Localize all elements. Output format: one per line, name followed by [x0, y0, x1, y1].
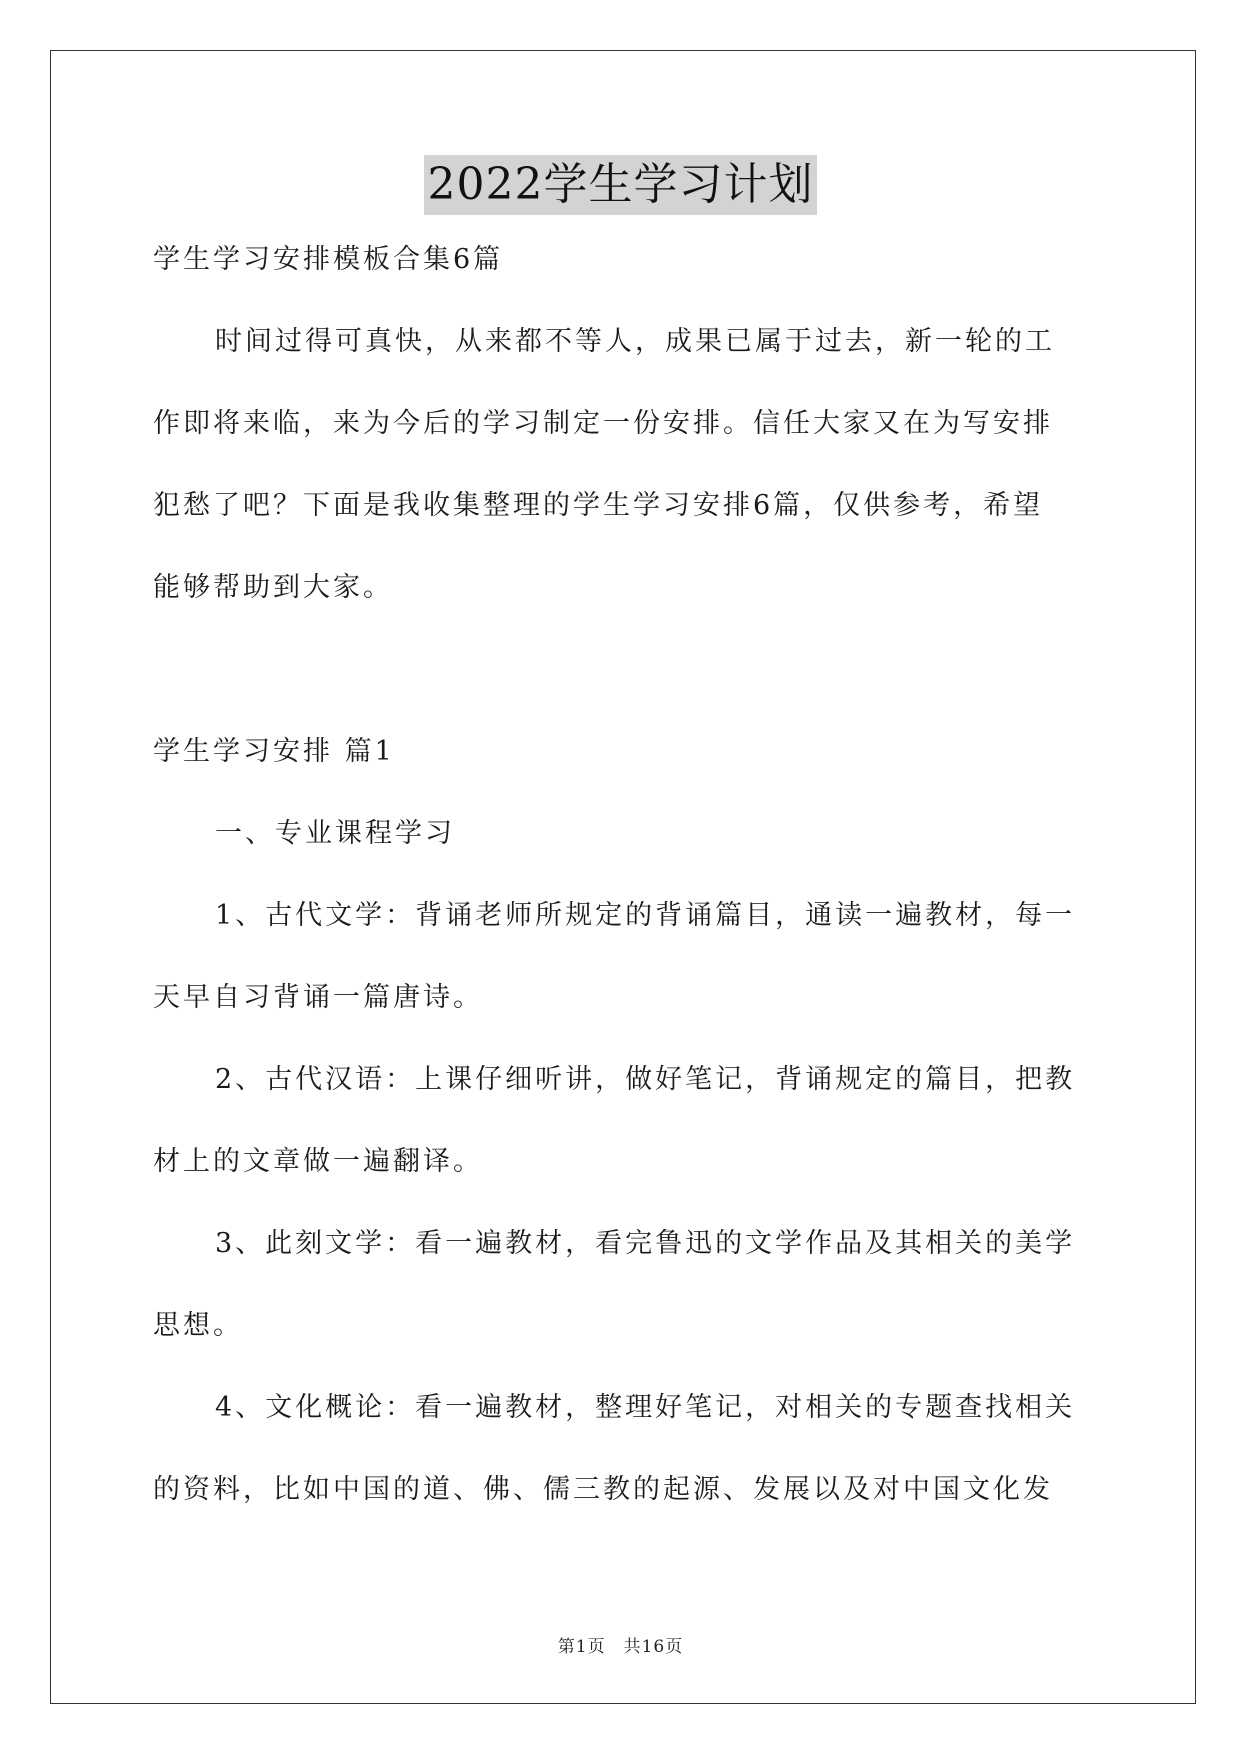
- subtitle-line: 学生学习安排模板合集6篇: [153, 244, 504, 275]
- document-title: 2022学生学习计划: [424, 155, 818, 215]
- paragraph-line: 能够帮助到大家。: [153, 572, 393, 603]
- paragraph-line: 思想。: [153, 1310, 243, 1341]
- page-number-footer: 第1页 共16页: [557, 1637, 684, 1657]
- paragraph-line: 1、古代文学：背诵老师所规定的背诵篇目，通读一遍教材，每一: [215, 900, 1076, 931]
- paragraph-line: 犯愁了吧？下面是我收集整理的学生学习安排6篇，仅供参考，希望: [153, 490, 1044, 521]
- paragraph-line: 的资料，比如中国的道、佛、儒三教的起源、发展以及对中国文化发: [153, 1474, 1053, 1505]
- subsection-heading: 一、专业课程学习: [215, 818, 455, 849]
- paragraph-line: 天早自习背诵一篇唐诗。: [153, 982, 483, 1013]
- paragraph-line: 作即将来临，来为今后的学习制定一份安排。信任大家又在为写安排: [153, 408, 1053, 439]
- section-heading: 学生学习安排 篇1: [153, 736, 395, 767]
- paragraph-line: 2、古代汉语：上课仔细听讲，做好笔记，背诵规定的篇目，把教: [215, 1064, 1076, 1095]
- paragraph-line: 4、文化概论：看一遍教材，整理好笔记，对相关的专题查找相关: [215, 1392, 1076, 1423]
- paragraph-line: 3、此刻文学：看一遍教材，看完鲁迅的文学作品及其相关的美学: [215, 1228, 1076, 1259]
- title-container: [0, 155, 1241, 215]
- paragraph-line: 材上的文章做一遍翻译。: [153, 1146, 483, 1177]
- spacer: [153, 645, 1093, 727]
- paragraph-line: 时间过得可真快，从来都不等人，成果已属于过去，新一轮的工: [215, 326, 1055, 357]
- document-body: [153, 235, 1093, 1547]
